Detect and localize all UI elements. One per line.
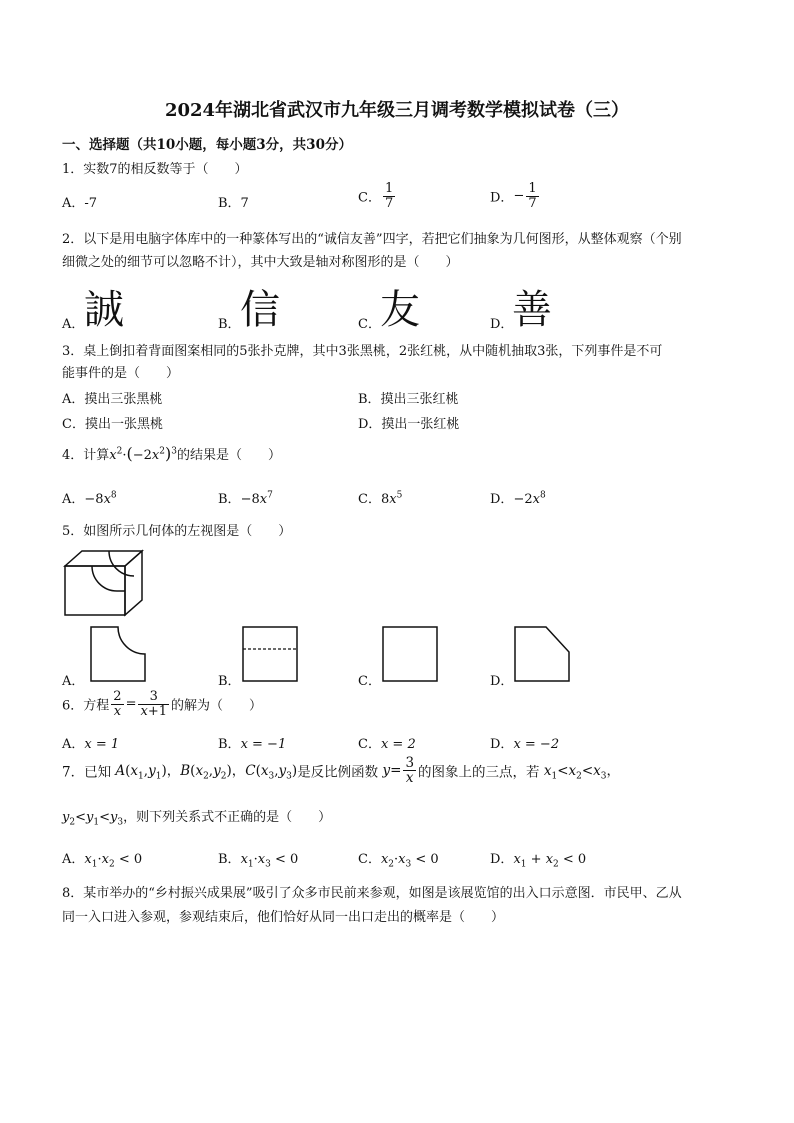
q3-option-a: A．摸出三张黑桃 xyxy=(62,392,163,407)
question-3-line1: 3．桌上倒扣着背面图案相同的5张扑克牌，其中3张黑桃，2张红桃，从中随机抽取3张，下列事件是不可 xyxy=(62,344,663,359)
q7-option-b: B．$x_1\cdot x_3 < 0$ xyxy=(218,852,299,870)
question-8-line1: 8．某市举办的“乡村振兴成果展”吸引了众多市民前来参观，如图是该展览馆的出入口示意图．市民甲、乙从 xyxy=(62,886,682,901)
q2-option-a: A． xyxy=(62,317,85,332)
q6-option-d: D．x = −2 xyxy=(490,737,560,752)
seal-glyph-xin: 信 xyxy=(240,287,280,333)
q6-option-a: A．x = 1 xyxy=(62,737,120,752)
view-d-figure xyxy=(514,626,570,682)
q2-option-b: B． xyxy=(218,317,241,332)
question-6-stem: 6．方程 $\frac{2}{x}$ = $\frac{3}{x+1}$ 的解为（ ） xyxy=(62,689,262,719)
q7-option-c: C．$x_2\cdot x_3 < 0$ xyxy=(358,852,439,870)
q2-option-d: D． xyxy=(490,317,514,332)
view-b-figure xyxy=(242,626,298,682)
q1-option-a: A．-7 xyxy=(62,196,98,211)
q4-option-d: D．$-2x^8$ xyxy=(490,490,546,507)
q5-option-c: C． xyxy=(358,674,381,689)
q1-option-c: C． $\frac{1}{7}$ xyxy=(358,181,394,211)
q6-option-b: B．x = −1 xyxy=(218,737,287,752)
page-title: 2024年湖北省武汉市九年级三月调考数学模拟试卷（三） xyxy=(164,100,630,121)
q1-option-d: D．− $\frac{1}{7}$ xyxy=(490,181,537,211)
seal-glyph-you: 友 xyxy=(380,287,420,333)
view-a-figure xyxy=(90,626,146,682)
section-heading: 一、选择题（共10小题，每小题3分，共30分） xyxy=(62,137,352,153)
q1-option-b: B．7 xyxy=(218,196,249,211)
view-c-figure xyxy=(382,626,438,682)
question-5-stem: 5．如图所示几何体的左视图是（ ） xyxy=(62,524,292,539)
question-3-line2: 能事件的是（ ） xyxy=(62,366,180,381)
q6-option-c: C．x = 2 xyxy=(358,737,416,752)
question-1-stem: 1．实数7的相反数等于（ ） xyxy=(62,162,248,177)
solid-figure xyxy=(62,548,146,618)
q3-option-b: B．摸出三张红桃 xyxy=(358,392,459,407)
question-7-line1: 7．已知 $A(x_1,y_1)$，$B(x_2,y_2)$，$C(x_3,y_3)$是反比例函数 y= $\frac{3}{x}$ 的图象上的三点，若 $x_1<x_2<x_3$， xyxy=(62,755,621,787)
question-4-stem: 4．计算$x^2\cdot(-2x^2)^3$的结果是（ ） xyxy=(62,444,281,463)
q3-option-c: C．摸出一张黑桃 xyxy=(62,417,163,432)
seal-glyph-cheng: 誠 xyxy=(84,287,124,333)
q2-option-c: C． xyxy=(358,317,381,332)
q4-option-b: B．$-8x^7$ xyxy=(218,490,273,507)
question-2-line1: 2．以下是用电脑字体库中的一种篆体写出的“诚信友善”四字，若把它们抽象为几何图形，从整体观察（个别 xyxy=(62,232,682,247)
q7-option-d: D．$x_1 + x_2 < 0$ xyxy=(490,852,587,870)
question-7-line2: $y_2<y_1<y_3$，则下列关系式不正确的是（ ） xyxy=(62,810,332,828)
q3-option-d: D．摸出一张红桃 xyxy=(358,417,460,432)
q4-option-a: A．$-8x^8$ xyxy=(62,490,117,507)
q5-option-b: B． xyxy=(218,674,241,689)
question-8-line2: 同一入口进入参观，参观结束后，他们恰好从同一出口走出的概率是（ ） xyxy=(62,910,505,925)
q5-option-a: A． xyxy=(62,674,85,689)
q5-option-d: D． xyxy=(490,674,514,689)
q4-option-c: C．$8x^5$ xyxy=(358,490,403,507)
question-2-line2: 细微之处的细节可以忽略不计），其中大致是轴对称图形的是（ ） xyxy=(62,255,459,270)
seal-glyph-shan: 善 xyxy=(512,287,552,333)
q7-option-a: A．$x_1\cdot x_2 < 0$ xyxy=(62,852,143,870)
